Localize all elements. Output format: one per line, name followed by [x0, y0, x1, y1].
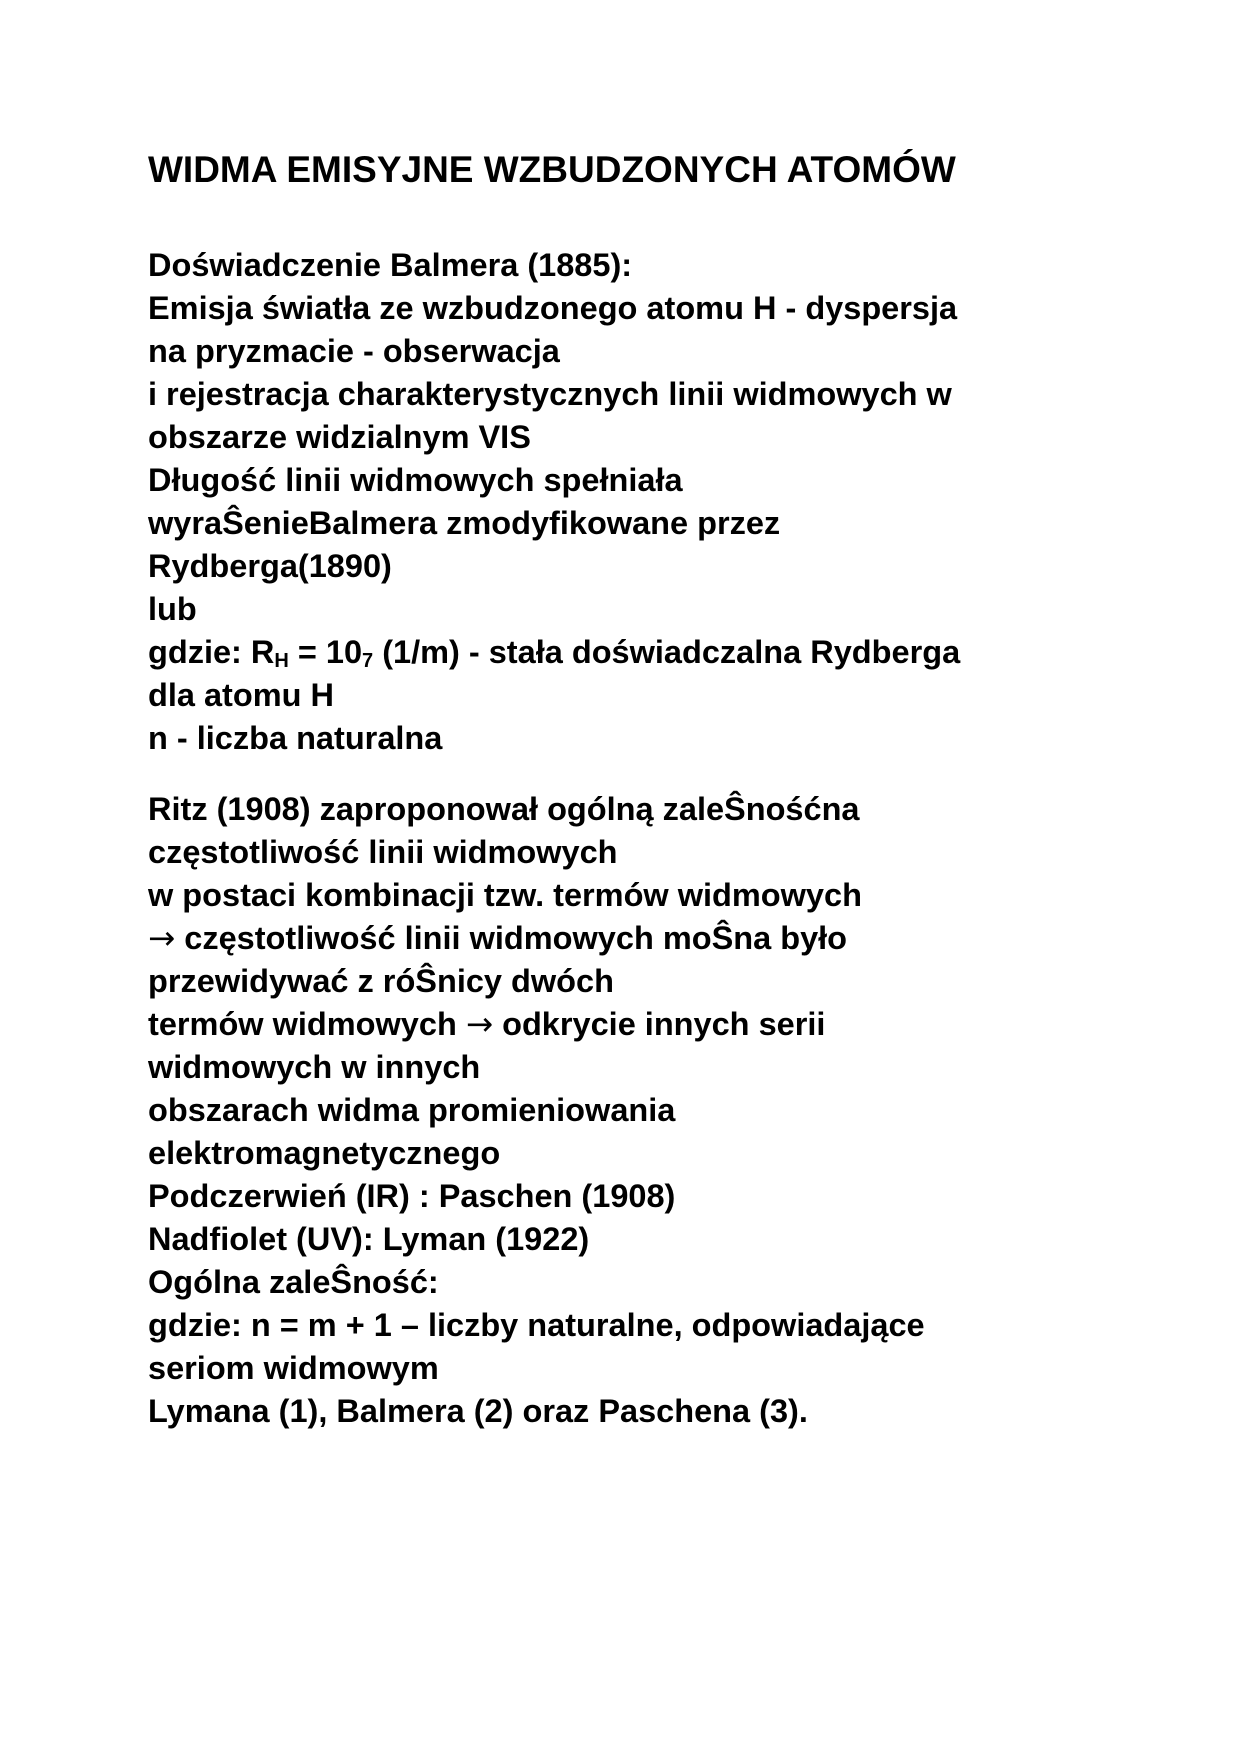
subscript-7: 7 — [362, 650, 374, 672]
text-line: Ritz (1908) zaproponował ogólną zaleŜnośćna — [148, 791, 860, 827]
text-line: Ogólna zaleŜność: — [148, 1264, 439, 1300]
right-arrow-icon: → — [148, 919, 176, 957]
text-line: wyraŜenieBalmera zmodyfikowane przez — [148, 505, 781, 541]
subscript-h: H — [274, 650, 289, 672]
text-line: Podczerwień (IR) : Paschen (1908) — [148, 1178, 676, 1214]
text-line: przewidywać z róŜnicy dwóch — [148, 963, 614, 999]
text-line: dla atomu H — [148, 677, 334, 713]
balmer-heading: Doświadczenie Balmera (1885): — [148, 247, 633, 283]
text-line: Emisja światła ze wzbudzonego atomu H - dyspersja — [148, 290, 958, 326]
ritz-section — [148, 788, 1148, 1433]
rydberg-prefix: gdzie: R — [148, 634, 275, 670]
text-line: częstotliwość linii widmowych — [148, 834, 618, 870]
page-title: WIDMA EMISYJNE WZBUDZONYCH ATOMÓW — [148, 149, 956, 190]
text-line: Lymana (1), Balmera (2) oraz Paschena (3). — [148, 1393, 808, 1429]
text-line: Rydberga(1890) — [148, 548, 392, 584]
text-line: obszarach widma promieniowania — [148, 1092, 676, 1128]
rydberg-suffix: (1/m) - stała doświadczalna Rydberga — [373, 634, 961, 670]
arrow-line — [148, 1003, 1148, 1046]
text-line: i rejestracja charakterystycznych linii widmowych w — [148, 376, 952, 412]
text-line: Nadfiolet (UV): Lyman (1922) — [148, 1221, 590, 1257]
arrow-line-text: częstotliwość linii widmowych moŜna było — [175, 920, 848, 956]
balmer-section — [148, 244, 1148, 760]
arrow-line-suffix: odkrycie innych serii — [493, 1006, 826, 1042]
text-line: na pryzmacie - obserwacja — [148, 333, 560, 369]
text-line: gdzie: n = m + 1 – liczby naturalne, odpowiadające — [148, 1307, 925, 1343]
text-line: n - liczba naturalna — [148, 720, 443, 756]
text-line: Długość linii widmowych spełniała — [148, 462, 683, 498]
arrow-line — [148, 917, 1148, 960]
rydberg-constant-line — [148, 631, 1148, 674]
rydberg-mid: = 10 — [288, 634, 363, 670]
text-line: elektromagnetycznego — [148, 1135, 501, 1171]
text-line: w postaci kombinacji tzw. termów widmowych — [148, 877, 862, 913]
text-line: widmowych w innych — [148, 1049, 481, 1085]
text-line: seriom widmowym — [148, 1350, 439, 1386]
arrow-line-text: termów widmowych — [148, 1006, 466, 1042]
text-line: lub — [148, 591, 197, 627]
right-arrow-icon: → — [465, 1005, 494, 1043]
text-line: obszarze widzialnym VIS — [148, 419, 531, 455]
